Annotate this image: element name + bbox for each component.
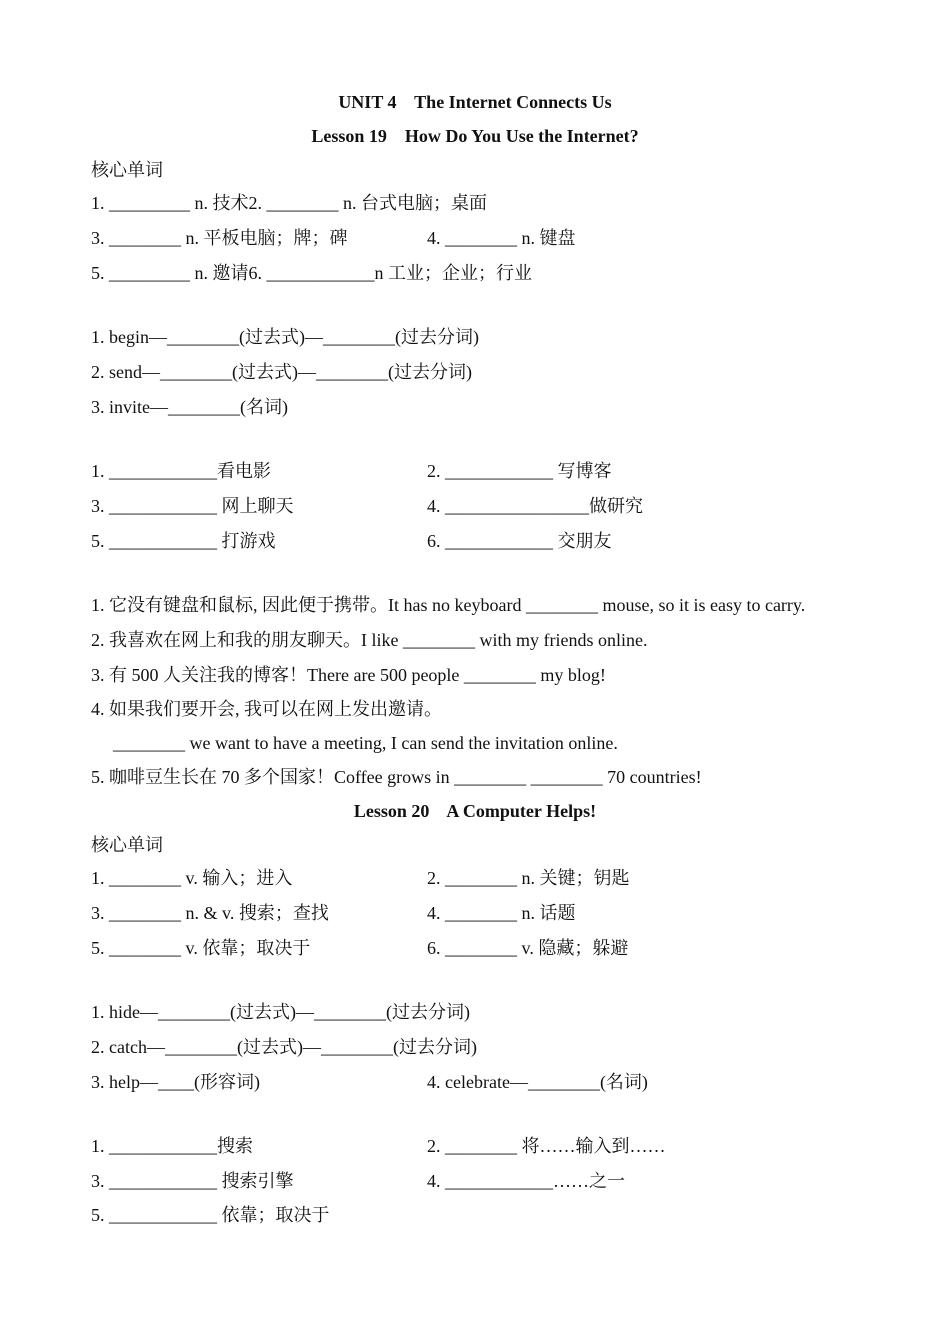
lesson19-sentence-5: 5. 咖啡豆生长在 70 多个国家！Coffee grows in ________ ________ 70 countries! xyxy=(91,767,702,787)
lesson20-core-words-label: 核心单词 xyxy=(91,835,163,855)
lesson20-phrase-3: 3. ____________ 搜索引擎 xyxy=(91,1171,294,1191)
lesson19-word-3: 3. ________ n. 平板电脑；牌；碑 xyxy=(91,228,348,248)
lesson20-form-3: 3. help—____(形容词) xyxy=(91,1072,260,1092)
lesson19-phrase-3: 3. ____________ 网上聊天 xyxy=(91,496,294,516)
lesson20-phrase-1: 1. ____________搜索 xyxy=(91,1136,253,1156)
lesson19-form-3: 3. invite—________(名词) xyxy=(91,397,288,417)
lesson20-phrase-5: 5. ____________ 依靠；取决于 xyxy=(91,1205,330,1225)
lesson20-word-3: 3. ________ n. & v. 搜索；查找 xyxy=(91,903,329,923)
lesson19-phrase-2: 2. ____________ 写博客 xyxy=(427,461,612,481)
lesson19-sentence-4: 4. 如果我们要开会, 我可以在网上发出邀请。 xyxy=(91,699,442,719)
lesson19-form-2: 2. send—________(过去式)—________(过去分词) xyxy=(91,362,472,382)
lesson20-word-5: 5. ________ v. 依靠；取决于 xyxy=(91,938,311,958)
lesson20-phrase-2: 2. ________ 将……输入到…… xyxy=(427,1136,666,1156)
lesson19-title: Lesson 19 How Do You Use the Internet? xyxy=(311,126,639,146)
lesson19-sentence-2: 2. 我喜欢在网上和我的朋友聊天。I like ________ with my friends online. xyxy=(91,630,648,650)
unit-title: UNIT 4 The Internet Connects Us xyxy=(338,92,612,112)
lesson19-phrase-4: 4. ________________做研究 xyxy=(427,496,643,516)
lesson19-phrase-6: 6. ____________ 交朋友 xyxy=(427,531,612,551)
lesson19-sentence-3: 3. 有 500 人关注我的博客！There are 500 people ________ my blog! xyxy=(91,665,606,685)
lesson20-form-1: 1. hide—________(过去式)—________(过去分词) xyxy=(91,1002,470,1022)
lesson20-title: Lesson 20 A Computer Helps! xyxy=(353,801,597,821)
lesson19-core-words-label: 核心单词 xyxy=(91,160,163,180)
lesson19-form-1: 1. begin—________(过去式)—________(过去分词) xyxy=(91,327,479,347)
lesson20-phrase-4: 4. ____________……之一 xyxy=(427,1171,625,1191)
lesson19-phrase-5: 5. ____________ 打游戏 xyxy=(91,531,276,551)
lesson19-phrase-1: 1. ____________看电影 xyxy=(91,461,271,481)
lesson20-word-6: 6. ________ v. 隐藏；躲避 xyxy=(427,938,629,958)
lesson19-sentence-1: 1. 它没有键盘和鼠标, 因此便于携带。It has no keyboard ________ mouse, so it is easy to carry. xyxy=(91,595,806,615)
lesson19-sentence-4-english: ________ we want to have a meeting, I can send the invitation online. xyxy=(113,733,618,753)
lesson19-word-row-3: 5. _________ n. 邀请6. ____________n 工业；企业；行业 xyxy=(91,263,532,283)
lesson20-form-4: 4. celebrate—________(名词) xyxy=(427,1072,648,1092)
lesson20-word-2: 2. ________ n. 关键；钥匙 xyxy=(427,868,630,888)
lesson20-word-1: 1. ________ v. 输入；进入 xyxy=(91,868,293,888)
lesson20-word-4: 4. ________ n. 话题 xyxy=(427,903,576,923)
lesson19-word-4: 4. ________ n. 键盘 xyxy=(427,228,576,248)
lesson20-form-2: 2. catch—________(过去式)—________(过去分词) xyxy=(91,1037,477,1057)
lesson19-word-row-1: 1. _________ n. 技术2. ________ n. 台式电脑；桌面 xyxy=(91,193,487,213)
